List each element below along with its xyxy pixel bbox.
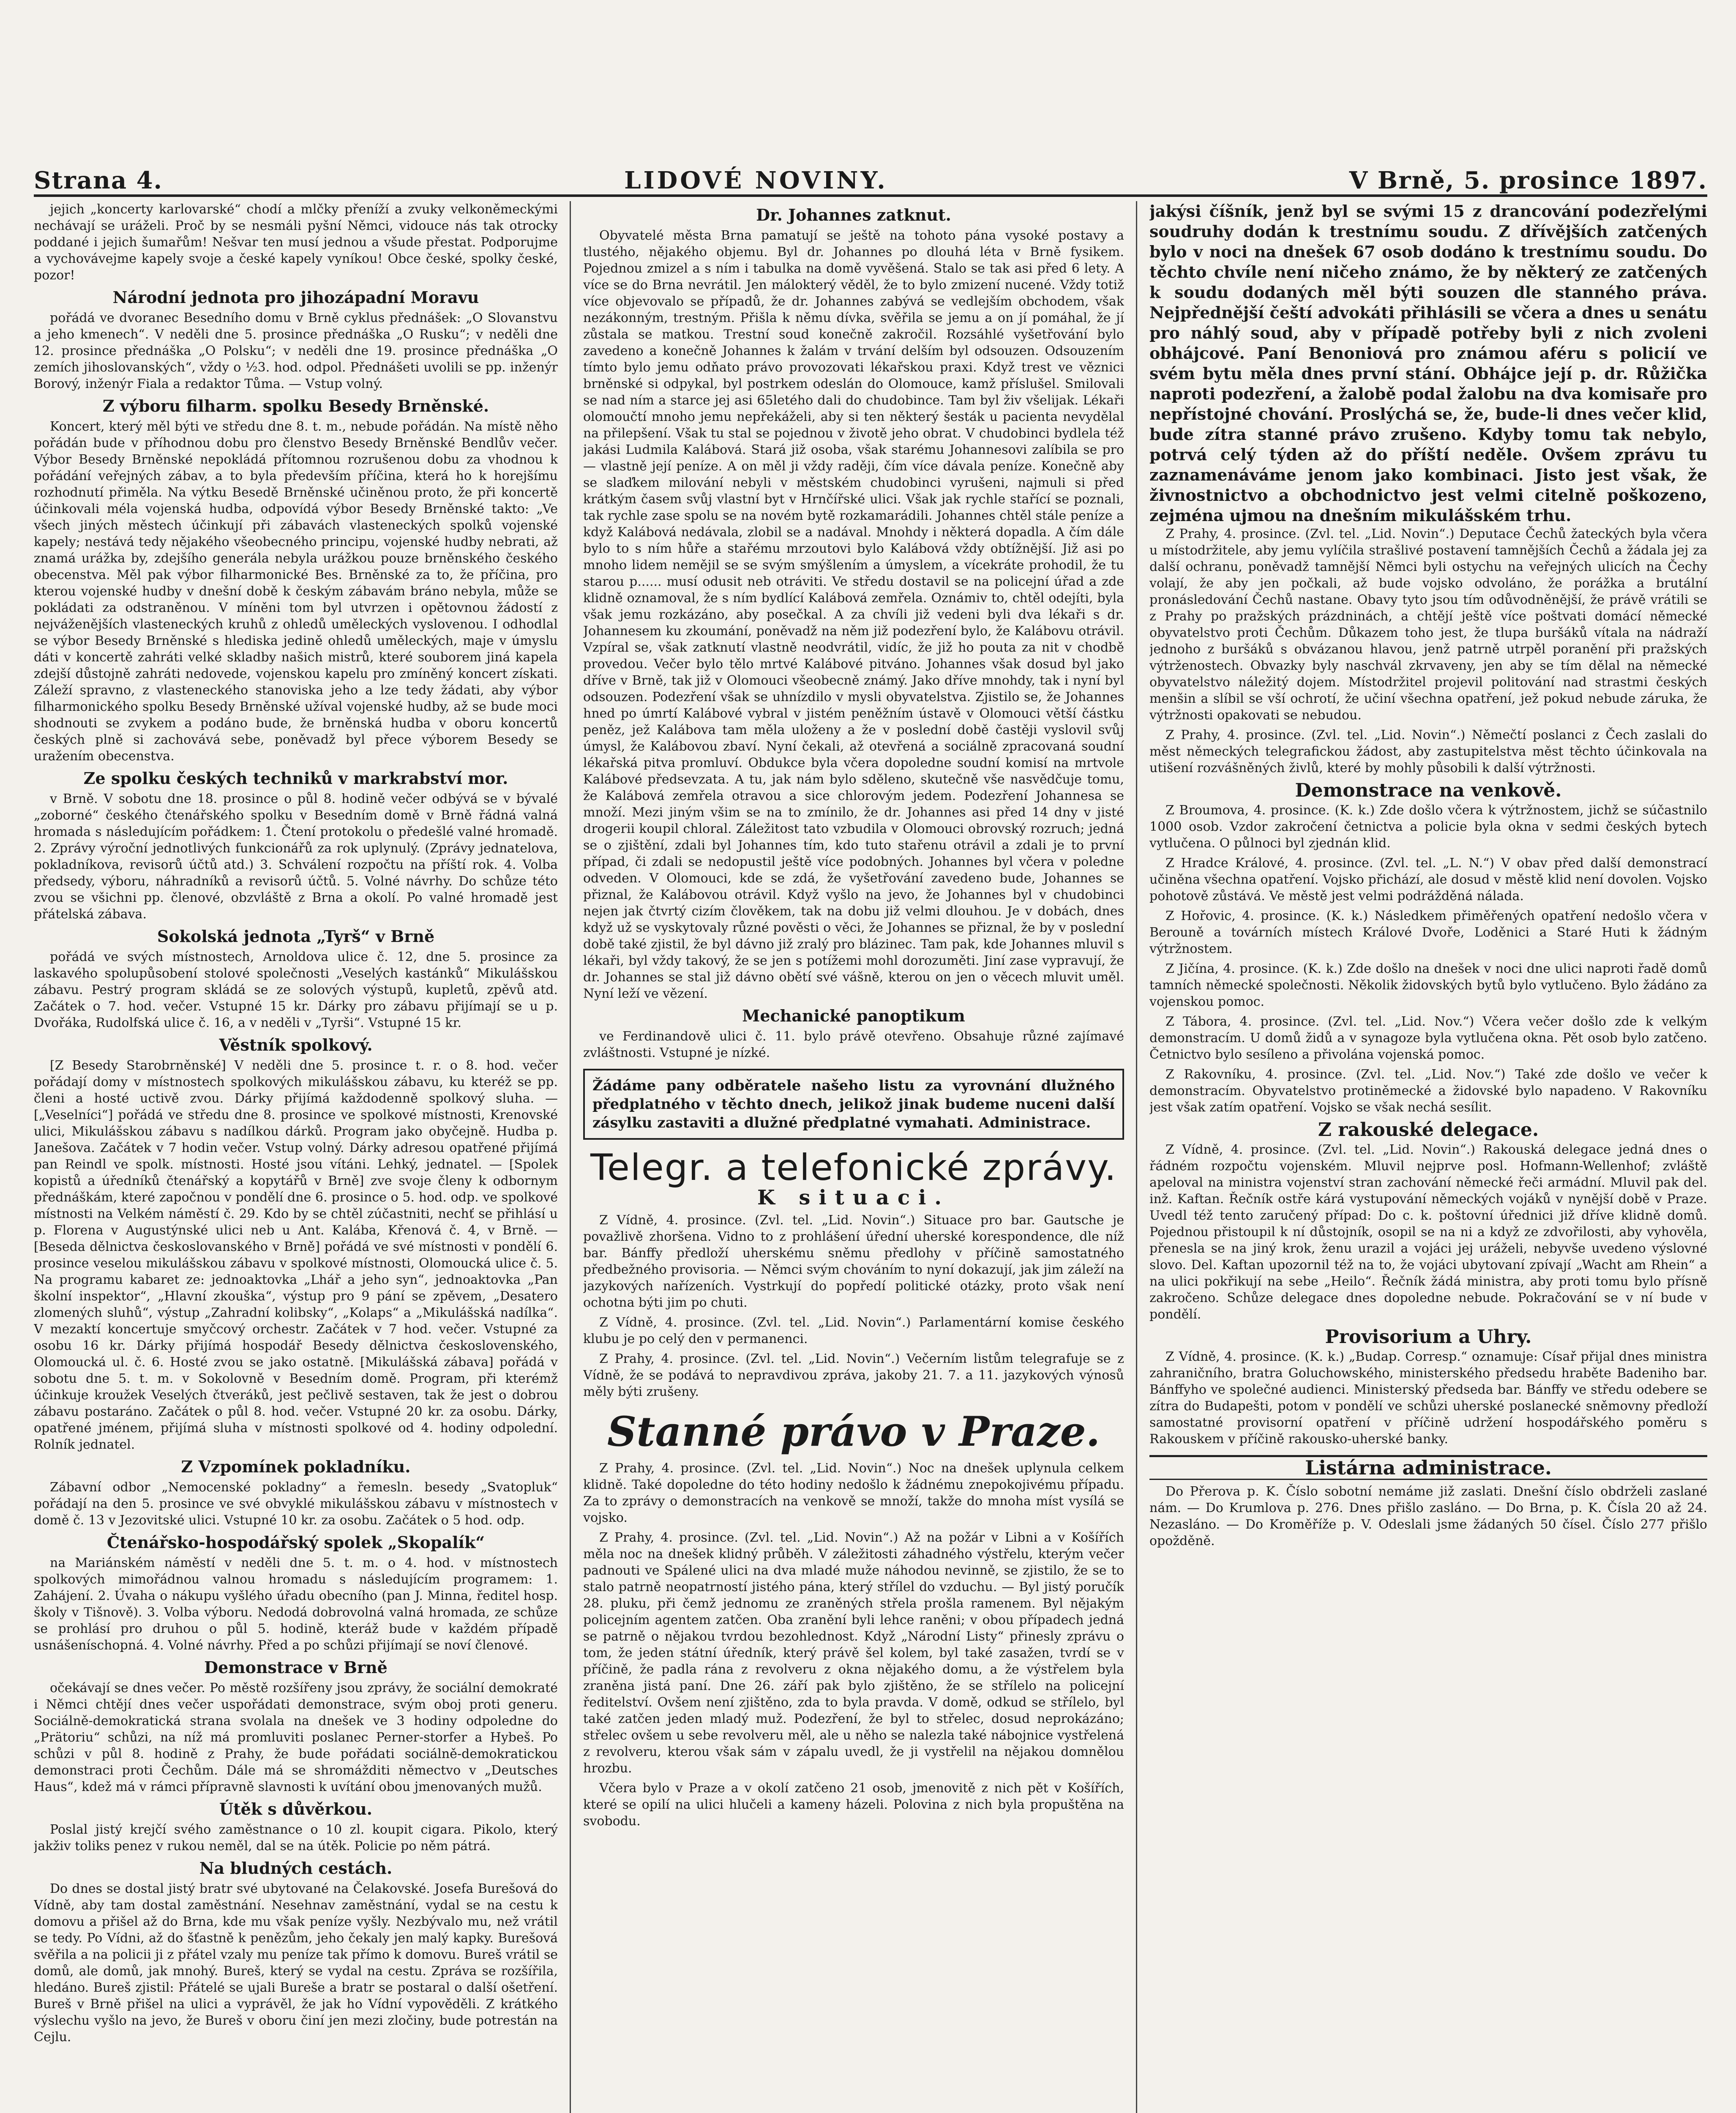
article-heading: Čtenářsko-hospodářský spolek „Skopalík“ bbox=[106, 1533, 485, 1552]
column-1 bbox=[34, 201, 558, 2113]
article-paragraph: Z Hradce Králové, 4. prosince. (Zvl. tel. „L. N.“) V obav před další demonstrací učiněna všechna opatření. Vojsko přichází, ale dosud v městě klid není dovolen. Vojsko pohotově zůstává. Ve městě jest velmi podrážděná nálada. bbox=[1149, 856, 1707, 904]
section-title: Telegr. a telefonické zprávy. bbox=[590, 1147, 1117, 1189]
article-heading: Demonstrace na venkově. bbox=[1295, 780, 1562, 801]
article-heading: Národní jednota pro jihozápadní Moravu bbox=[112, 288, 479, 307]
section-title: Listárna administrace. bbox=[1149, 1455, 1707, 1480]
article-paragraph: Obyvatelé města Brna pamatují se ještě na tohoto pána vysoké postavy a tlustého, nějakého objemu. Byl dr. Johannes po dlouhá léta v Brně fysikem. Pojednou zmizel a s ním i tabulka na domě vyvěšená. Stalo se tak asi před 6 lety. A více se do Brna nevrátil. Jen málokterý věděl, že to bylo zmizení nucené. Vždy totiž více objevovalo se případů, že dr. Johannes zabývá se vedlejším obchodem, však nezákonným, trestným. Přišla k němu dívka, svěřila se jemu a on jí pomáhal, že jí zůstala se matkou. Trestní soud konečně zakročil. Rozsáhlé vyšetřování bylo zavedeno a konečně Johannes k žalám v trvání delším byl odsouzen. Odsouzením tímto bylo jemu odňato právo provozovati lékařskou praxi. Když trest ve věznici brněnské si odpykal, byl postrkem odeslán do Olomouce, kamž příslušel. Smilovali se nad ním a starce jej asi 65letého dali do chudobince. Tam byl živ všelijak. Lékaři olomoučtí mnoho jemu nepřekáželi, aby si ten některý šesták u pacienta nevydělal na přilepšení. Však tu stal se pojednou v životě jeho obrat. V chudobinci bydlela též jakási Ludmila Kalábová. Stará již osoba, však starému Johannesovi zalíbila se pro — vlastně její peníze. A on měl ji vždy raději, čím více dávala peníze. Konečně aby se slaďkem milování nebyli v městském chudobinci vyrušeni, najmuli si před krátkým časem svůj vlastní byt v Hrnčířské ulici. Však jak rychle stařící se poznali, tak rychle zase spolu se na novém bytě rozkamarádili. Johannes chtěl stále peníze a když Kalábová nedávala, zlobil se a nadával. Mnohdy i některá dopadla. A čím dále bylo to s ním hůře a stařému mrzoutovi bylo Kalábová vždy obtížnější. Již asi po mnoho lidem nemějil se se svým smýšlením a úmyslem, a vícekráte prohodil, že tu starou p...... musí odusit neb otráviti. Ve středu dostavil se na policejní úřad a zde klidně oznamoval, že s ním bydlící Kalábová zemřela. Oznámiv to, chtěl odejíti, byla však jemu rozkázáno, aby posečkal. A za chvíli již vedeni byli dva lékaři s dr. Johannesem ku zkoumání, poněvadž na něm již podezření bylo, že Kalábovu otrávil. Vzpíral se, však zatknutí vlastně neodvrátil, vidíc, že již ho pouta za nit v chodbě provedou. Večer bylo tělo mrtvé Kalábové pitváno. Johannes však dosud byl jako dříve v Brně, tak již v Olomouci všeobecně známý. Jako dříve mnohdy, tak i nyní byl odsouzen. Podezření však se uhnízdilo v mysli obyvatelstva. Zjistilo se, že Johannes hned po úmrtí Kalábové vybral v jistém peněžním ústavě v Olomouci větší částku peněz, jež Kalábova tam měla uloženy a že v poslední době častěji vyslovil svůj úmysl, že Kalábovou zbaví. Nyní čekali, až otevřená a sociálně zpracovaná soudní lékařská pitva promluví. Obdukce byla včera dopoledne soudní komisí na mrtvole Kalábové předsevzata. A tu, jak nám bylo sděleno, skutečně vše nasvědčuje tomu, že Kalábová zemřela otravou a sice chlorovým jedem. Podezření Johannesa se množí. Mezi jiným všim se na to zmínilo, že dr. Johannes asi před 14 dny v jisté drogerii koupil chloral. Záležitost tato vzbudila v Olomouci obrovský rozruch; jedná se o zjištění, zdali byl Johannes tím, kdo tuto stařenu otrávil a zdali je to první případ, či zdali se nedopustil ještě více podobných. Johannes byl včera v poledne odveden. V Olomouci, kde se zdá, že vyšetřování zavedeno bude, Johannes se přiznal, že Kalábovou otrávil. Když vyšlo na jevo, že Johannes byl v chudobinci nejen jak čtvrtý cizím člověkem, tak na dobu již velmi dlouhou. Je v dobách, dnes když už se vyskytovaly různé pověsti o věci, že Johannes se přiznal, že by v poslední době také zjistil, že byl dávno již zralý pro blázinec. Tam pak, kde Johannes mluvil s lékaři, byl vždy takový, že se jen s potížemi mohl dorozuměti. Jiní zase vypravují, že dr. Johannes se stal již dávno obětí své vášně, kterou on jen o věcech mluvit uměl. Nyní leží ve vězení. bbox=[583, 228, 1124, 1001]
article-paragraph: jakýsi číšník, jenž byl se svými 15 z drancování podezřelými soudruhy dodán k trestnímu soudu. Z dřívějších zatčených bylo v noci na dnešek 67 osob dodáno k trestnímu soudu. Do těchto chvíle není ničeho známo, že by některý ze zatčených k soudu dodaných měl býti souzen dle stanného práva. Nejpřednější čeští advokáti přihlásili se včera a dnes u senátu pro náhlý soud, aby v případě potřeby byli z nich zvoleni obhájcové. Paní Benoniová pro známou aféru s policií ve svém bytu měla dnes první stání. Obhájce její p. dr. Růžička naproti podezření, a žalobě podal žalobu na dva komisaře pro nepřístojné chování. Proslýchá se, že, bude-li dnes večer klid, bude zítra stanné právo zrušeno. Kdyby tomu tak nebylo, potrvá celý týden až do příští neděle. Ovšem zprávu tu zaznamenáváme jenom jako kombinaci. Jisto jest však, že živnostnictvo a obchodnictvo jest velmi citelně poškozeno, zejména ujmou na dnešním mikulášském trhu. bbox=[1149, 202, 1707, 525]
newspaper-title: LIDOVÉ NOVINY. bbox=[624, 167, 888, 194]
newspaper-page bbox=[34, 161, 1707, 2113]
article-paragraph: Z Tábora, 4. prosince. (Zvl. tel. „Lid. Nov.“) Včera večer došlo zde k velkým demonstracím. U domů židů a v synagoze byla vytlučena okna. Pět osob bylo zatčeno. Četnictvo bylo sesíleno a přivolána vojenská pomoc. bbox=[1149, 1014, 1707, 1062]
article-paragraph: Z Prahy, 4. prosince. (Zvl. tel. „Lid. Novin“.) Deputace Čechů žateckých byla včera u místodržitele, aby jemu vylíčila strašlivé postavení tamnějších Čechů a žádala jej za další ochranu, poněvadž tamnější Němci byli ostychu na veřejných ulicích na Čechy volají, že aby jen počkali, až bude vojsko odvoláno, že porážka a brutální pronásledování Čechů nastane. Obavy tyto jsou tím odůvodněnější, že právě vrátili se z Prahy po pražských prázdninách, a chtějí ještě více poštvati domácí německé obyvatelstvo proti Čechům. Důkazem toho jest, že tlupa buršáků vítala na nádraží jednoho z buršáků s obvázanou hlavou, jenž patrně utrpěl poranění při pražských výtrženostech. Obvazky byly naschvál zkrvaveny, jen aby se tím dělal na německé obyvatelstvo náležitý dojem. Místodržitel projevil politování nad strastmi českých menšin a slíbil se vší ochrotí, že učiní všechna opatření, jež pokud nebude záruka, že výtržnosti opakovati se nebudou. bbox=[1149, 527, 1707, 723]
section-subtitle: K situaci. bbox=[757, 1186, 950, 1209]
article-heading: Útěk s důvěrkou. bbox=[219, 1799, 373, 1818]
article-paragraph: pořádá ve dvoranec Besedního domu v Brně cyklus přednášek: „O Slovanstvu a jeho kmenech“. V neděli dne 5. prosince přednáška „O Rusku“; v neděli dne 12. prosince přednáška „O Polsku“; v neděli dne 19. prosince přednáška „O zemích jihoslovanských“, vždy o ½3. hod. odpol. Přednášeti uvolili se pp. inženýr Borový, inženýr Fiala a redaktor Tůma. — Vstup volný. bbox=[34, 311, 558, 391]
article-paragraph: na Mariánském náměstí v neděli dne 5. t. m. o 4. hod. v místnostech spolkových mimořádnou valnou hromadu s následujícím programem: 1. Zahájení. 2. Úvaha o nákupu vyšlého úřadu obecního (pan J. Minna, ředitel hosp. školy v Tišnově). 3. Volba výboru. Nedodá dobrovolná valná hromada, ze schůze se prohlásí pro druhou o půl 5. hodině, kteráž bude v každém případě usnášeníschopná. 4. Volné návrhy. Před a po schůzi přijímají se noví členové. bbox=[34, 1556, 558, 1653]
article-heading: Demonstrace v Brně bbox=[204, 1658, 388, 1677]
article-paragraph: ve Ferdinandově ulici č. 11. bylo právě otevřeno. Obsahuje různé zajímavé zvláštnosti. Vstupné je nízké. bbox=[583, 1029, 1124, 1060]
article-paragraph: Z Prahy, 4. prosince. (Zvl. tel. „Lid. Novin“.) Noc na dnešek uplynula celkem klidně. Také dopoledne do této hodiny nedošlo k žádnému znepokojivému případu. Za to zprávy o demonstracích na venkově se množí, takže do mnoha míst vysílá se vojsko. bbox=[583, 1461, 1124, 1525]
article-paragraph: Do Přerova p. K. Číslo sobotní nemáme již zaslati. Dnešní číslo obdrželi zaslané nám. — Do Krumlova p. 276. Dnes přišlo zasláno. — Do Brna, p. K. Čísla 20 až 24. Nezasláno. — Do Kroměříže p. V. Odeslali jsme žádaných 50 čísel. Číslo 277 přišlo opožděně. bbox=[1149, 1484, 1707, 1548]
article-heading: Na bludných cestách. bbox=[199, 1859, 393, 1878]
article-paragraph: jejich „koncerty karlovarské“ chodí a mlčky přeníží a zvuky velkoněmeckými nechávají se uráželi. Proč by se nesmáli pyšní Němci, vidouce nás tak otrocky poddané i jejich šumařům! Nešvar ten musí jednou a všude přestat. Podporujme a vychovávejme kapely svoje a české kapely vyníkou! Obce české, spolky české, pozor! bbox=[34, 202, 558, 283]
article-paragraph: Z Vídně, 4. prosince. (K. k.) „Budap. Corresp.“ oznamuje: Císař přijal dnes ministra zahraničního, bratra Goluchowského, ministerského předsedu hraběte Badeniho bar. Bánffyho ve společné audienci. Ministerský předseda bar. Bánffy ve středu odebere se zítra do Budapešti, potom v pondělí ve schůzi uherské poslanecké sněmovny předloží samostatné provisorní opatření v příčině udržení hospodářského poměru s Rakouskem v příčině rakousko-uherské banky. bbox=[1149, 1349, 1707, 1447]
article-paragraph: Z Hořovic, 4. prosince. (K. k.) Následkem přiměřených opatření nedošlo včera v Berouně a továrních místech Králové Dvoře, Loděnici a Staré Huti k žádným výtržnostem. bbox=[1149, 909, 1707, 956]
article-heading: Z Vzpomínek pokladníku. bbox=[181, 1457, 411, 1476]
article-heading: Mechanické panoptikum bbox=[742, 1006, 965, 1025]
article-paragraph: Poslal jistý krejčí svého zaměstnance o 10 zl. koupit cigara. Pikolo, který jakživ toliks penez v rukou neměl, dal se na útěk. Policie po něm pátrá. bbox=[34, 1822, 558, 1854]
article-paragraph: [Z Besedy Starobrněnské] V neděli dne 5. prosince t. r. o 8. hod. večer pořádají domy v místnostech spolkových mikulášskou zábavu, ku kteréž se pp. členi a hosté uctivě zvou. Dárky přijímá každodenně spolkový sluha. — [„Veselníci“] pořádá ve středu dne 8. prosince ve spolkové místnosti, Krenovské ulici, Mikulášskou zábavu s nadílkou dárků. Program jako obyčejně. Hudba p. Janešova. Začátek v 7 hodin večer. Vstup volný. Dárky adresou opatřené přijímá pan Reindl ve spolk. místnosti. Hosté jsou vítáni. Lehký, jednatel. — [Spolek kopistů a úředníků čtenářský a kopytářů v Brně] zve svoje členy k odbornym přednáškám, které započnou v pondělí dne 6. prosince o 5. hod. odp. ve spolkové místnosti na Velkém náměstí č. 29. Kdo by se chtěl zúčastniti, nechť se přihlásí u p. Florena v Augustýnské ulici neb u Ant. Kalába, Křenová č. 4, v Brně. — [Beseda dělnictva českoslovanského v Brně] pořádá ve své místnosti v pondělí 6. prosince veselou mikulášskou zábavu v spolkové místnosti, Olomoucká ulice č. 5. Na programu kabaret ze: jednoaktovka „Lhář a jeho syn“, jednoaktovka „Pan školní inspektor“, „Hlavní zkouška“, výstup pro 9 pání se zpěvem, „Desatero zlomených sluhů“, výstup „Zahradní kolibsky“, „Kolaps“ a „Mikulášská nadílka“. V mezaktí koncertuje smyčcový orchestr. Začátek v 7 hod. večer. Vstupné za osobu 16 kr. Dárky přijímá hospodář Besedy dělnictva československého, Olomoucká ul. č. 6. Hosté zvou se jako ostatně. [Mikulášská zábava] pořádá v sobotu dne 5. t. m. v Sokolovně v Besedním domě. Program, při kterémž účinkuje kroužek Veselých čtveráků, jest pečlivě sestaven, tak že jest o dobrou zábavu postaráno. Začátek o půl 8. hod. večer. Vstupné 20 kr. za osobu. Dárky, opatřené jménem, přijímá sluha v místnosti spolkové od 4. hodiny odpolední. Rolník jednatel. bbox=[34, 1058, 558, 1452]
article-paragraph: očekávají se dnes večer. Po městě rozšířeny jsou zprávy, že sociální demokraté i Němci chtějí dnes večer uspořádati demonstrace, svým oboj proti generu. Sociálně-demokratická strana svolala na dnešek ve 3 hodiny odpoledne do „Prätoriu“ schůzi, na níž má promluviti poslanec Perner-storfer a Hybeš. Po schůzi v půl 8. hodině z Prahy, že bude pořádati sociálně-demokratickou demonstraci proti Čechům. Dále má se shromážditi němectvo v „Deutsches Haus“, kdež má v rámci přípravně slavnosti k uvítání obou jmenovaných mužů. bbox=[34, 1681, 558, 1794]
article-paragraph: Z Prahy, 4. prosince. (Zvl. tel. „Lid. Novin“.) Večerním listům telegrafuje se z Vídně, že se podává to nepravdivou zpráva, jakoby 21. 7. a 11. jazykových výnosů měly býti zrušeny. bbox=[583, 1351, 1124, 1399]
article-paragraph: Zábavní odbor „Nemocenské pokladny“ a řemesln. besedy „Svatopluk“ pořádají na den 5. prosince ve své obvyklé mikulášskou zábavu v místnostech v domě č. 13 v Jezovitské ulici. Vstupné 10 kr. za osobu. Začátek o 5 hod. odp. bbox=[34, 1480, 558, 1528]
dateline: V Brně, 5. prosince 1897. bbox=[1349, 167, 1707, 194]
column-2 bbox=[583, 201, 1124, 2113]
article-heading: Ze spolku českých techniků v markrabství mor. bbox=[83, 769, 508, 788]
article-heading: Z rakouské delegace. bbox=[1318, 1119, 1539, 1141]
article-paragraph: Z Rakovníku, 4. prosince. (Zvl. tel. „Lid. Nov.“) Také zde došlo ve večer k demonstracím. Obyvatelstvo protiněmecké a židovské bylo napadeno. V Rakovníku jest však zatím opatření. Vojsko se však nechá sesílit. bbox=[1149, 1067, 1707, 1115]
article-heading: Sokolská jednota „Tyrš“ v Brně bbox=[157, 927, 435, 946]
column-divider bbox=[1136, 201, 1137, 2113]
article-heading: Dr. Johannes zatknut. bbox=[756, 205, 951, 224]
columns bbox=[34, 201, 1707, 2113]
article-paragraph: Z Prahy, 4. prosince. (Zvl. tel. „Lid. Novin“.) Až na požár v Libni a v Košířích měla noc na dnešek klidný průběh. V záležitosti záhadného výstřelu, kterým večer padnouti ve Spálené ulici na dva mladé muže náhodou nevinně, se zjistilo, že se to stalo patrně neopatrností jistého pána, který střílel do vzduchu. — Byl jistý poručík 28. pluku, při čemž jednomu ze zraněných střela prošla ramenem. Byl nějakým policejním agentem zatčen. Oba zranění byli lehce raněni; v obou případech jedná se patrně o nějakou tvrdou bezohlednost. Když „Národní Listy“ přinesly zprávu o tom, že jeden státní úředník, který právě šel kolem, byl také zasažen, tvrdí se v příčině, že padla rána z revolveru z okna nějakého domu, a že výstřelem byla zraněna jistá paní. Dne 26. září pak bylo zjištěno, že se střílelo na policejní ředitelství. Ovšem není zjištěno, zda to byla pravda. V domě, odkud se střílelo, byl také zatčen jeden mladý muž. Podezření, že byl to střelec, dosud neprokázáno; střelec ovšem u sebe revolveru měl, ale u něho se nalezla také nábojnice vystřelená z revolveru, kterou však sám v zápalu uvedl, že ji vystřelil na nějakou domnělou hrozbu. bbox=[583, 1530, 1124, 1776]
headline: Stanné právo v Praze. bbox=[607, 1408, 1100, 1455]
article-heading: Provisorium a Uhry. bbox=[1325, 1326, 1532, 1348]
article-paragraph: Do dnes se dostal jistý bratr své ubytované na Čelakovské. Josefa Burešová do Vídně, aby tam dostal zaměstnání. Nesehnav zaměstnání, vydal se na cestu k domovu a přišel až do Brna, kde mu však peníze vyšly. Nezbývalo mu, než vrátil se tedy. Po Vídni, až do šťastně k penězům, jeho čekaly jen malý kapky. Burešová svěřila a na policii ji z přátel vzaly mu peníze tak přímo k domovu. Bureš vrátil se domů, ale domů, jak mnohý. Bureš, který se vydal na cestu. Zpráva se rozšířila, hledáno. Bureš zjistil: Přátelé se ujali Bureše a bratr se postaral o další ošetření. Bureš v Brně přišel na ulici a vyprávěl, že jak ho Vídní vypověděli. Z krátkého výslechu vyšlo na jevo, že Bureš v oboru činí jen mezi zločiny, bude potrestán na Cejlu. bbox=[34, 1881, 558, 2045]
article-paragraph: Z Vídně, 4. prosince. (Zvl. tel. „Lid. Novin“.) Rakouská delegace jedná dnes o řádném rozpočtu vojenském. Mluvil nejprve posl. Hofmann-Wellenhof; zvláště apeloval na ministra vojenství stran zachování německé řeči armádní. Mluvil pak del. inž. Kaftan. Řečník ostře kárá vystupování německých vojáků v nynější době v Praze. Uvedl též tento zaručený případ: Do c. k. poštovní úřednici již dříve klidně domů. Pojednou přistoupil k ní důstojník, osopil se na ni a když ze zdvořilosti, aby vyhověla, přenesla se na jiný krok, ženu urazil a vojáci jej uráželi, nebyvše uvedeno výslovné slovo. Del. Kaftan upozornil též na to, že vojáci ubytovaní zpívají „Wacht am Rhein“ a na ulici pokřikují na sebe „Heilo“. Řečník žádá ministra, aby proti tomu bylo přísně zakročeno. Schůze delegace dnes dopoledne nebude. Pokračování se v ní bude v pondělí. bbox=[1149, 1142, 1707, 1322]
page-number: Strana 4. bbox=[34, 167, 163, 194]
notice-box: Žádáme pany odběratele našeho listu za vyrovnání dlužného předplatného v těchto dnech, jelikož jinak budeme nuceni další zásylku zastaviti a dlužné předplatné vymahati. Administrace. bbox=[583, 1069, 1124, 1140]
article-paragraph: Z Prahy, 4. prosince. (Zvl. tel. „Lid. Novin“.) Němečtí poslanci z Čech zaslali do měst německých telegrafickou žádost, aby zastupitelstva měst těchto účinkovala na utišení rozvášněných živlů, které by mohly působili k další výtržnosti. bbox=[1149, 728, 1707, 775]
column-divider bbox=[570, 201, 571, 2113]
article-paragraph: Z Broumova, 4. prosince. (K. k.) Zde došlo včera k výtržnostem, jichž se súčastnilo 1000 osob. Vzdor zakročení četnictva a policie byla okna v sedmi českých bytech vytlučena. O půlnoci byl zjednán klid. bbox=[1149, 803, 1707, 851]
article-heading: Věstník spolkový. bbox=[219, 1035, 373, 1054]
article-paragraph: Z Vídně, 4. prosince. (Zvl. tel. „Lid. Novin“.) Parlamentární komise českého klubu je po celý den v permanenci. bbox=[583, 1315, 1124, 1346]
article-paragraph: Z Vídně, 4. prosince. (Zvl. tel. „Lid. Novin“.) Situace pro bar. Gautsche je považlivě zhoršena. Vidno to z prohlášení úřední uherské korespondence, dle níž bar. Bánffy předloží uherskému sněmu předlohy v příčině samostatného předbežného provisoria. — Němci svým chováním to nyní dokazují, jak jim záleží na jazykových nařízeních. Vystrkují do popředí politické otázky, proto však není ochotna býti jim po chuti. bbox=[583, 1213, 1124, 1310]
article-paragraph: Koncert, který měl býti ve středu dne 8. t. m., nebude pořádán. Na místě něho pořádán bude v příhodnou dobu pro členstvo Besedy Brněnské Bendlův večer. Výbor Besedy Brněnské nepokládá přítomnou rozrušenou dobu za vhodnou k pořádání veřejných zábav, a to byla především příčina, která ho k horejšímu rozhodnutí přiměla. Na výtku Besedě Brněnské učiněnou proto, že při koncertě účinkovali méla vojenská hudba, odpovídá výbor Besedy Brněnské takto: „Ve všech jiných městech účinkují při zábavách vlasteneckých spolků vojenské kapely; nestává tedy nějakého všeobecného principu, vojenské hudby nebrati, až znamá urážka by, zdejšího generála nebyla urážkou pouze brněnského českého obecenstva. Měl pak výbor filharmonické Bes. Brněnské za to, že příčina, pro kterou vojenské hudby v dnešní době k českým zábavám bráno nebyla, může se pokládati za odstraněnou. V míněni tom byl utvrzen i opětovnou žádostí z nejváženějších vlasteneckých kruhů z ohledů uměleckých vyslovenou. I odhodlal se výbor Besedy Brněnské s hlediska jedině ohledů uměleckých, maje v úmyslu dáti v koncertě zahráti velké skladby našich mistrů, které souborem jiná kapela zdejší důstojně zahráti nedovede, vojenskou kapelu pro zmíněný koncert získati. Záleží spravno, z vlasteneckého stanoviska jeho a lze tedy žádati, aby výbor filharmonického spolku Besedy Brněnské užíval vojenské hudby, až se bude moci shodnouti se zvykem a podáno bude, že brněnská hudba v oboru koncertů českých plně si zachovává sebe, poněvadž byl přece výborem Besedy se uražením obecenstva. bbox=[34, 419, 558, 764]
article-paragraph: v Brně. V sobotu dne 18. prosince o půl 8. hodině večer odbývá se v bývalé „zoborné“ českého čtenářského spolku v Besedním domě v Brně řádná valná hromada s následujícím pořádkem: 1. Čtení protokolu o předešlé valné hromadě. 2. Zprávy výroční jednotlivých funkcionářů za rok uplynulý. (Zprávy jednatelova, pokladníkova, revisorů účtů atd.) 3. Schválení rozpočtu na příští rok. 4. Volba předsedy, výboru, náhradníků a revisorů účtů. 5. Volné návrhy. Do schůze této zvou se všichni pp. členové, obzvláště z Brna a okolí. Po valné hromadě jest přátelská zábava. bbox=[34, 792, 558, 922]
page-header bbox=[34, 161, 1707, 197]
article-heading: Z výboru filharm. spolku Besedy Brněnské. bbox=[102, 396, 489, 415]
column-3 bbox=[1149, 201, 1707, 2113]
article-paragraph: Z Jičína, 4. prosince. (K. k.) Zde došlo na dnešek v noci dne ulici naproti řadě domů tamních německé společnosti. Několik židovských bytů bylo vytlučeno. Bylo žádáno za vojenskou pomoc. bbox=[1149, 961, 1707, 1009]
article-paragraph: Včera bylo v Praze a v okolí zatčeno 21 osob, jmenovitě z nich pět v Košířích, které se opilí na ulici hlučeli a kameny házeli. Polovina z nich byla propuštěna na svobodu. bbox=[583, 1781, 1124, 1829]
article-paragraph: pořádá ve svých místnostech, Arnoldova ulice č. 12, dne 5. prosince za laskavého spolupůsobení stolové společnosti „Veselých kastánků“ Mikulášskou zábavu. Pestrý program skládá se ze solových výstupů, kupletů, zpěvů atd. Začátek o 7. hod. večer. Vstupné 15 kr. Dárky pro zábavu přijímají se u p. Dvořáka, Rudolfská ulice č. 16, a v neděli v „Tyrši“. Vstupné 15 kr. bbox=[34, 950, 558, 1030]
